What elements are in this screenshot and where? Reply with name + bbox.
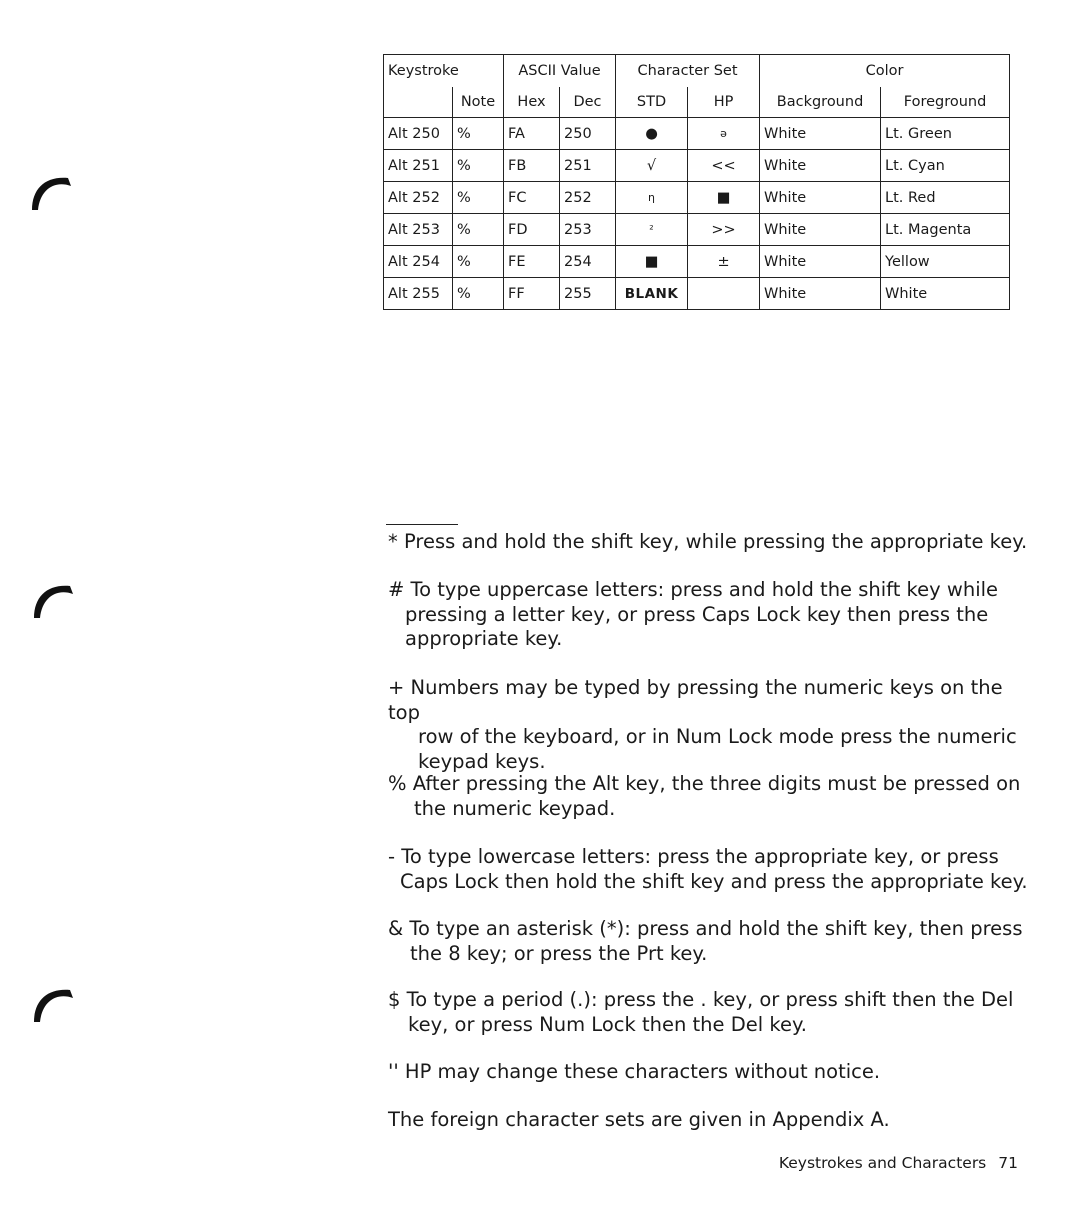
cell-foreground: Yellow [881,246,1010,278]
cell-background: White [760,214,881,246]
header-foreground: Foreground [881,87,1010,118]
cell-hp: ■ [688,182,760,214]
cell-hex: FA [504,118,560,150]
header-hp: HP [688,87,760,118]
header-character-set: Character Set [616,55,760,88]
cell-keystroke: Alt 251 [384,150,453,182]
table-row [384,278,1010,310]
footnote-line: '' HP may change these characters without notice. [388,1060,881,1083]
cell-background: White [760,182,881,214]
cell-dec: 252 [560,182,616,214]
page-footer [779,1154,1018,1172]
header-ascii-value: ASCII Value [504,55,616,88]
cell-note: % [453,150,504,182]
cell-foreground: White [881,278,1010,310]
table-row [384,118,1010,150]
cell-std: η [616,182,688,214]
table-row [384,214,1010,246]
cell-dec: 251 [560,150,616,182]
cell-keystroke: Alt 255 [384,278,453,310]
header-hex: Hex [504,87,560,118]
footnote-line: keypad keys. [418,749,546,773]
cell-background: White [760,278,881,310]
header-color: Color [760,55,1010,88]
header-keystroke: Keystroke [384,55,453,88]
cell-hp: << [688,150,760,182]
cell-std: √ [616,150,688,182]
binder-hole-mark-top [28,170,74,216]
cell-background: White [760,118,881,150]
cell-note: % [453,118,504,150]
cell-note: % [453,214,504,246]
footnote-rule [386,524,458,525]
cell-dec: 255 [560,278,616,310]
footnote-line: Caps Lock then hold the shift key and press the appropriate key. [400,869,1028,893]
footnote-percent [388,772,1028,821]
cell-background: White [760,246,881,278]
footnote-plus [388,676,1028,774]
footnote-line: the numeric keypad. [414,796,616,820]
keystroke-table [383,54,1009,310]
header-background: Background [760,87,881,118]
footnote-line: The foreign character sets are given in Appendix A. [388,1108,890,1131]
header-dec: Dec [560,87,616,118]
footnote-ampersand [388,917,1028,966]
cell-hex: FD [504,214,560,246]
footnote-line: $ To type a period (.): press the . key, or press shift then the Del [388,988,1014,1011]
footnote-line: row of the keyboard, or in Num Lock mode press the numeric [418,725,1017,748]
cell-dec: 253 [560,214,616,246]
footnote-line: the 8 key; or press the Prt key. [410,941,708,965]
binder-hole-mark-middle [30,578,76,624]
cell-note: % [453,278,504,310]
cell-keystroke: Alt 252 [384,182,453,214]
cell-std: ² [616,214,688,246]
cell-hp: >> [688,214,760,246]
table-row [384,246,1010,278]
footnote-dollar [388,988,1028,1037]
header-std: STD [616,87,688,118]
cell-hex: FF [504,278,560,310]
binder-hole-mark-bottom [30,982,76,1028]
footnote-line: + Numbers may be typed by pressing the numeric keys on the top [388,676,1003,724]
footnote-line: - To type lowercase letters: press the appropriate key, or press [388,845,999,868]
footnote-line: & To type an asterisk (*): press and hold the shift key, then press [388,917,1023,940]
cell-hp [688,278,760,310]
appendix-note [388,1108,1028,1133]
cell-hp: ə [688,118,760,150]
footnote-line: # To type uppercase letters: press and hold the shift key while [388,578,999,601]
cell-hp: ± [688,246,760,278]
cell-keystroke: Alt 254 [384,246,453,278]
footnote-line: appropriate key. [405,627,563,650]
header-keystroke-filler [453,55,504,88]
cell-std: BLANK [616,278,688,310]
footnote-dash [388,845,1028,894]
cell-foreground: Lt. Magenta [881,214,1010,246]
footnote-line: % After pressing the Alt key, the three digits must be pressed on [388,772,1021,795]
cell-foreground: Lt. Cyan [881,150,1010,182]
footer-page-number: 71 [998,1154,1018,1172]
cell-foreground: Lt. Green [881,118,1010,150]
table-header-row-top [384,55,1010,88]
cell-background: White [760,150,881,182]
cell-note: % [453,182,504,214]
cell-foreground: Lt. Red [881,182,1010,214]
cell-std: ■ [616,246,688,278]
footnote-hash [388,578,1028,652]
footnote-asterisk [388,530,1028,555]
footnote-line: pressing a letter key, or press Caps Lock key then press the [405,602,989,626]
cell-keystroke: Alt 250 [384,118,453,150]
cell-hex: FB [504,150,560,182]
cell-dec: 250 [560,118,616,150]
table-header-row-sub [384,87,1010,118]
cell-hex: FE [504,246,560,278]
ascii-table [383,54,1010,310]
footer-section-title: Keystrokes and Characters [778,1154,987,1172]
header-keystroke-blank [384,87,453,118]
cell-std: ● [616,118,688,150]
footnote-line: key, or press Num Lock then the Del key. [408,1012,807,1036]
cell-keystroke: Alt 253 [384,214,453,246]
cell-note: % [453,246,504,278]
cell-hex: FC [504,182,560,214]
cell-dec: 254 [560,246,616,278]
footnote-line: * Press and hold the shift key, while pressing the appropriate key. [388,530,1028,553]
table-row [384,182,1010,214]
footnote-quotes [388,1060,1028,1085]
table-row [384,150,1010,182]
header-note: Note [453,87,504,118]
